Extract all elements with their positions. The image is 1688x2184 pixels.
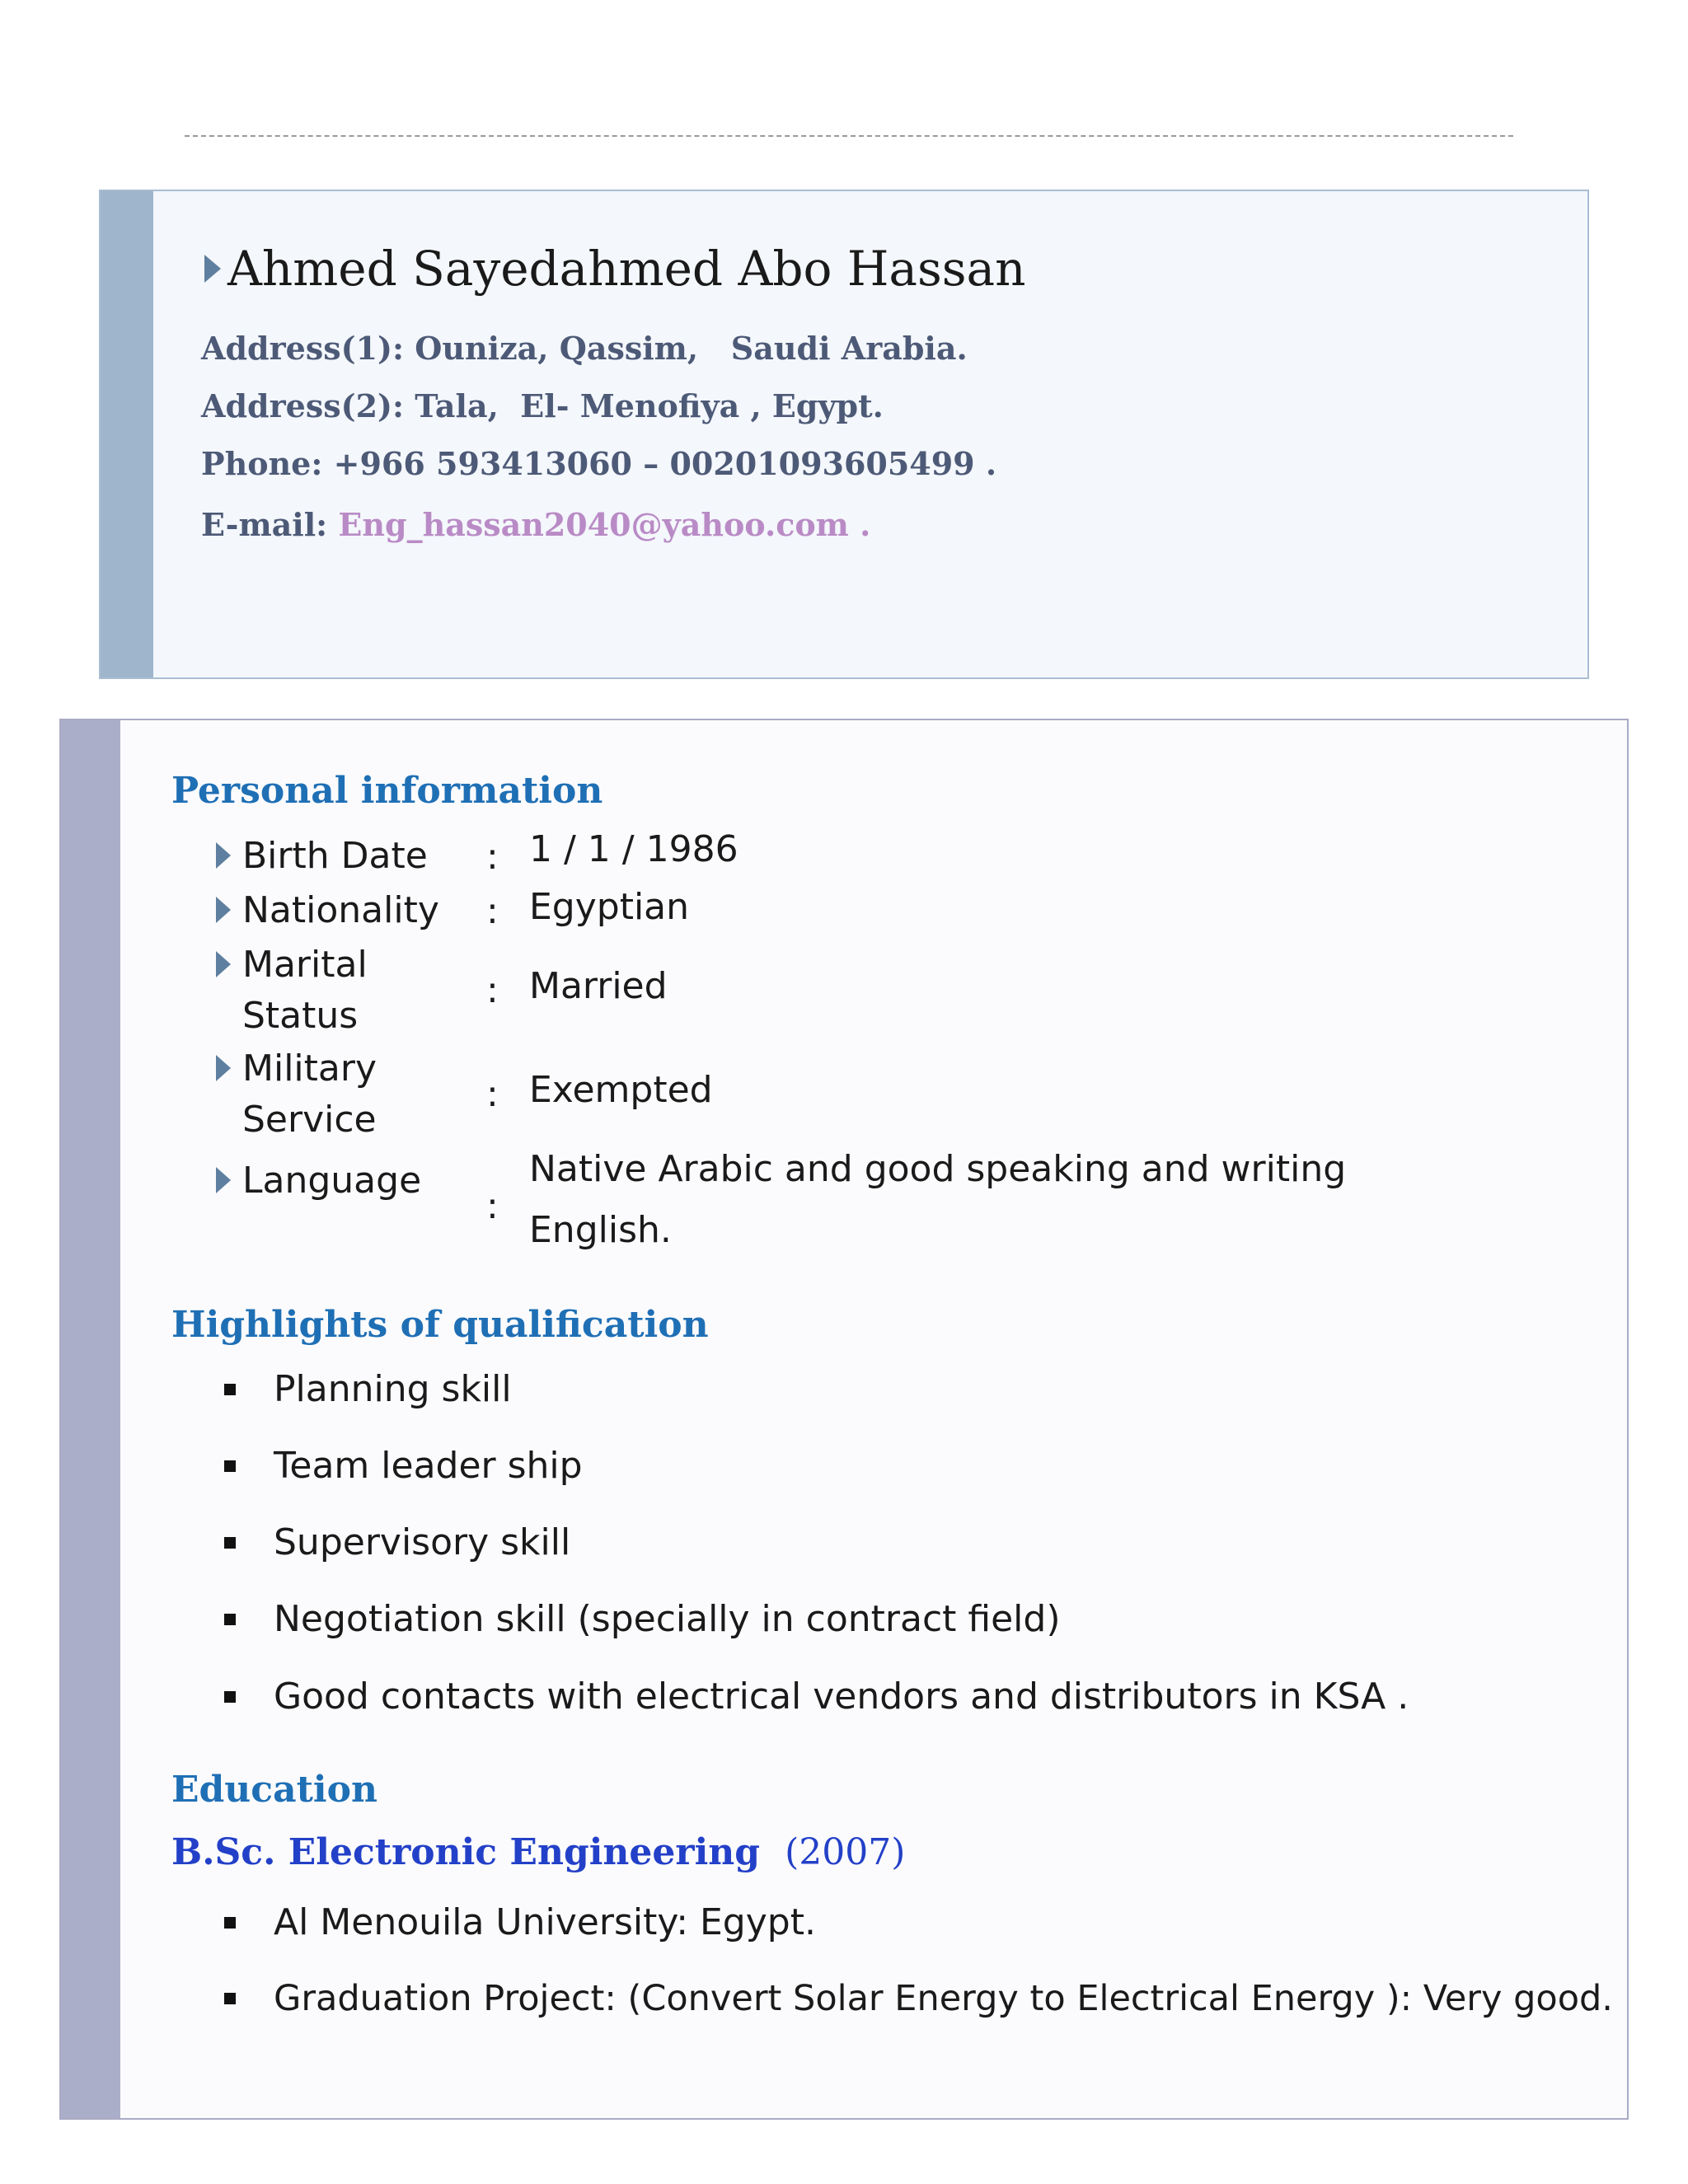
pi-label-birth-date: Birth Date xyxy=(242,831,490,882)
phone-value: +966 593413060 – 00201093605499 . xyxy=(333,445,997,482)
pi-colon: : xyxy=(486,1073,499,1115)
pi-colon: : xyxy=(486,969,499,1011)
pi-colon: : xyxy=(486,890,499,932)
square-bullet-icon xyxy=(224,1691,236,1703)
applicant-name-text: Ahmed Sayedahmed Abo Hassan xyxy=(227,241,1026,297)
personal-info-title: Personal information xyxy=(171,770,603,812)
pi-value-military-service: Exempted xyxy=(529,1069,713,1111)
highlight-item: Negotiation skill (specially in contract field) xyxy=(224,1598,1061,1640)
triangle-bullet-icon xyxy=(216,1055,231,1081)
highlights-title: Highlights of qualification xyxy=(171,1304,709,1346)
square-bullet-icon xyxy=(224,1917,236,1929)
triangle-bullet-icon xyxy=(216,842,231,869)
address-2-line xyxy=(201,387,884,424)
header-accent-bar xyxy=(101,191,153,677)
square-bullet-icon xyxy=(224,1537,236,1549)
phone-label: Phone: xyxy=(201,445,323,482)
main-content-box xyxy=(59,719,1629,2120)
education-item: Al Menouila University: Egypt. xyxy=(224,1901,816,1943)
education-item: Graduation Project: (Convert Solar Energy to Electrical Energy ): Very good. xyxy=(224,1978,1613,2019)
degree-name: B.Sc. Electronic Engineering xyxy=(171,1831,761,1873)
highlight-item: Planning skill xyxy=(224,1368,512,1410)
address-2-value: Tala, El- Menofiya , Egypt. xyxy=(415,387,884,424)
applicant-name xyxy=(204,241,1025,297)
main-accent-bar xyxy=(61,720,120,2118)
triangle-bullet-icon xyxy=(204,255,221,283)
pi-label-military-service: Military Service xyxy=(242,1043,490,1146)
highlight-item: Good contacts with electrical vendors and distributors in KSA . xyxy=(224,1675,1409,1718)
pi-value-birth-date: 1 / 1 / 1986 xyxy=(529,828,738,870)
degree-year: (2007) xyxy=(785,1831,906,1873)
pi-label-marital-status: Marital Status xyxy=(242,940,490,1042)
pi-value-language: Native Arabic and good speaking and writing English. xyxy=(529,1148,1347,1251)
square-bullet-icon xyxy=(224,1460,236,1472)
education-degree xyxy=(171,1831,905,1873)
square-bullet-icon xyxy=(224,1614,236,1625)
address-1-line xyxy=(201,330,968,367)
email-suffix: . xyxy=(848,506,871,543)
triangle-bullet-icon xyxy=(216,1167,231,1193)
square-bullet-icon xyxy=(224,1384,236,1395)
triangle-bullet-icon xyxy=(216,897,231,923)
email-line xyxy=(201,506,870,543)
square-bullet-icon xyxy=(224,1993,236,2004)
highlight-item: Team leader ship xyxy=(224,1445,583,1487)
pi-label-nationality: Nationality xyxy=(242,885,490,936)
phone-line xyxy=(201,445,996,482)
address-1-label: Address(1): xyxy=(201,330,405,367)
email-label: E-mail: xyxy=(201,506,328,543)
address-1-value: Ouniza, Qassim, Saudi Arabia. xyxy=(415,330,968,367)
email-link[interactable]: Eng_hassan2040@yahoo.com xyxy=(338,506,849,543)
contact-header-box xyxy=(99,190,1589,679)
address-2-label: Address(2): xyxy=(201,387,405,424)
top-dashed-divider xyxy=(185,135,1513,137)
pi-colon: : xyxy=(486,1185,499,1227)
education-title: Education xyxy=(171,1769,377,1811)
pi-value-marital-status: Married xyxy=(529,965,668,1007)
pi-value-nationality: Egyptian xyxy=(529,886,690,928)
pi-colon: : xyxy=(486,836,499,878)
triangle-bullet-icon xyxy=(216,951,231,977)
highlight-item: Supervisory skill xyxy=(224,1521,570,1563)
pi-label-language: Language xyxy=(242,1155,490,1207)
